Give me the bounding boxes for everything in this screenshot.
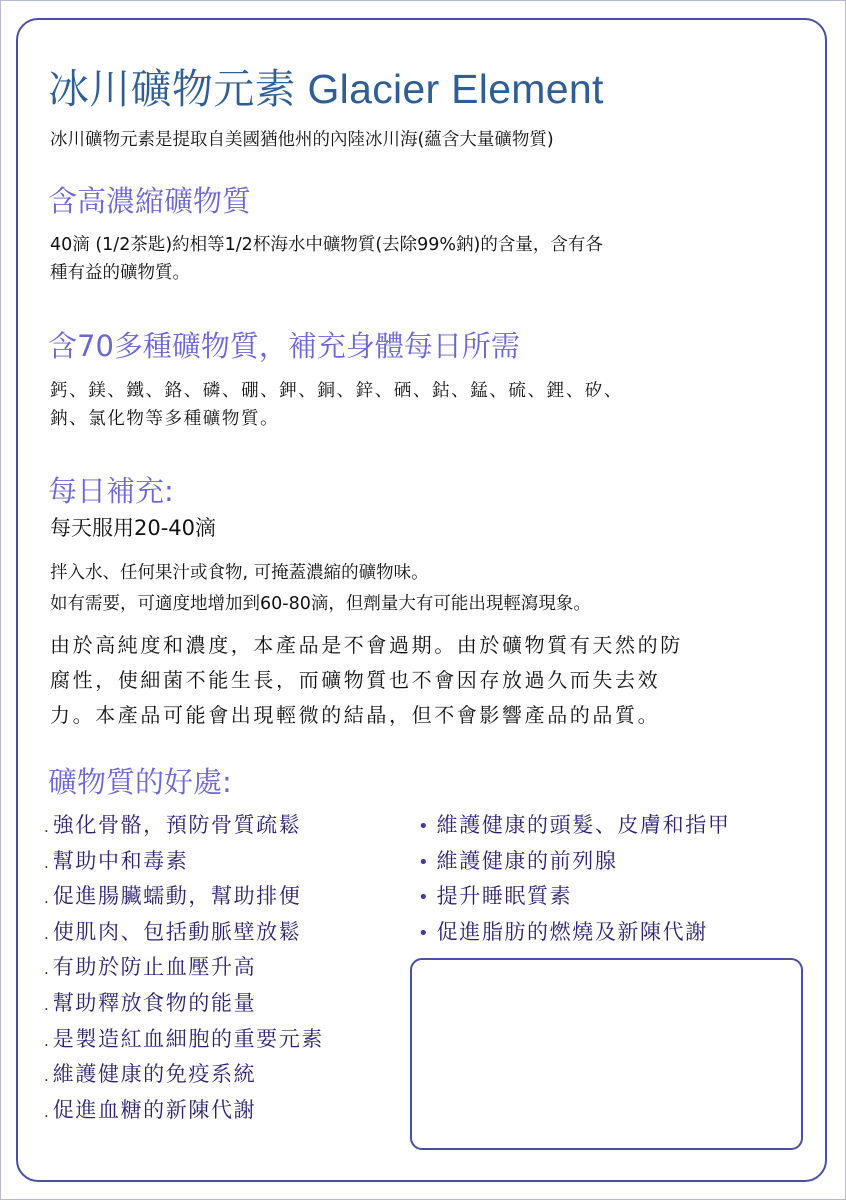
benefit-text: 使肌肉、包括動脈壁放鬆 [52, 919, 302, 944]
benefit-item [44, 1057, 324, 1093]
shelf-life-text-line-3: 力。本產品可能會出現輕微的結晶，但不會影響產品的品質。 [50, 703, 661, 727]
bullet-mark: . [44, 960, 49, 979]
benefit-text: 維護健康的頭髮、皮膚和指甲 [436, 813, 731, 837]
shelf-life-text-line-2: 腐性，使細菌不能生長，而礦物質也不會因存放過久而失去效 [50, 668, 661, 692]
bullet-mark: . [44, 995, 49, 1014]
bullet-mark: • [418, 851, 429, 873]
section-heading-concentrated: 含高濃縮礦物質 [48, 184, 252, 218]
benefit-text: 幫助釋放食物的能量 [52, 990, 257, 1015]
intro-text: 冰川礦物元素是提取自美國猶他州的內陸冰川海(蘊含大量礦物質) [50, 130, 554, 150]
minerals-list-line-1: 鈣、鎂、鐵、鉻、磷、硼、鉀、銅、鋅、硒、鈷、錳、硫、鋰、矽、 [50, 381, 623, 401]
benefit-item [44, 1022, 324, 1058]
bullet-mark: • [418, 816, 429, 837]
benefit-text: 提升睡眠質素 [436, 884, 573, 909]
benefits-list-right [418, 808, 730, 950]
benefit-item [44, 986, 324, 1022]
usage-text-line-2: 如有需要，可適度地增加到60-80滴，但劑量大有可能出現輕瀉現象。 [50, 594, 591, 614]
bullet-mark: . [44, 1102, 49, 1121]
section-heading-70-minerals: 含70多種礦物質，補充身體每日所需 [48, 329, 520, 363]
benefit-item [44, 1093, 324, 1129]
benefit-item [418, 808, 730, 844]
benefits-list-left [44, 808, 324, 1128]
benefit-item [44, 808, 324, 844]
benefit-item [418, 879, 730, 915]
benefit-item [44, 879, 324, 915]
page-title: 冰川礦物元素 Glacier Element [48, 66, 604, 112]
bullet-mark: • [418, 922, 429, 944]
dosage-text: 每天服用20-40滴 [50, 516, 217, 540]
bullet-mark: . [44, 1067, 49, 1086]
usage-text-line-1: 拌入水、任何果汁或食物, 可掩蓋濃縮的礦物味。 [50, 563, 429, 583]
benefit-text: 幫助中和毒素 [52, 848, 189, 873]
shelf-life-text-line-1: 由於高純度和濃度，本產品是不會過期。由於礦物質有天然的防 [50, 633, 683, 657]
benefit-text: 促進血糖的新陳代謝 [52, 1097, 257, 1122]
section-heading-benefits: 礦物質的好處: [48, 765, 232, 799]
benefit-item [44, 844, 324, 880]
bullet-mark: . [44, 853, 49, 872]
minerals-list-line-2: 鈉、氯化物等多種礦物質。 [50, 409, 280, 429]
bullet-mark: . [44, 818, 49, 836]
bullet-mark: • [418, 887, 429, 909]
bullet-mark: . [44, 1031, 49, 1050]
benefit-item [418, 844, 730, 880]
concentrated-text-line-2: 種有益的礦物質。 [50, 263, 190, 283]
benefit-item [44, 950, 324, 986]
bullet-mark: . [44, 889, 49, 908]
benefit-item [44, 915, 324, 951]
bullet-mark: . [44, 924, 49, 943]
benefit-text: 是製造紅血細胞的重要元素 [52, 1026, 324, 1051]
benefit-text: 促進脂肪的燃燒及新陳代謝 [436, 919, 708, 944]
blank-frame [410, 958, 803, 1150]
benefit-text: 有助於防止血壓升高 [52, 955, 257, 980]
section-heading-daily: 每日補充: [48, 474, 174, 508]
benefit-text: 強化骨骼，預防骨質疏鬆 [52, 813, 302, 837]
concentrated-text-line-1: 40滴 (1/2茶匙)約相等1/2杯海水中礦物質(去除99%鈉)的含量，含有各 [50, 235, 603, 255]
benefit-text: 維護健康的前列腺 [436, 848, 618, 873]
benefit-text: 促進腸臟蠕動，幫助排便 [52, 884, 302, 909]
benefit-text: 維護健康的免疫系統 [52, 1062, 257, 1087]
benefit-item [418, 915, 730, 951]
